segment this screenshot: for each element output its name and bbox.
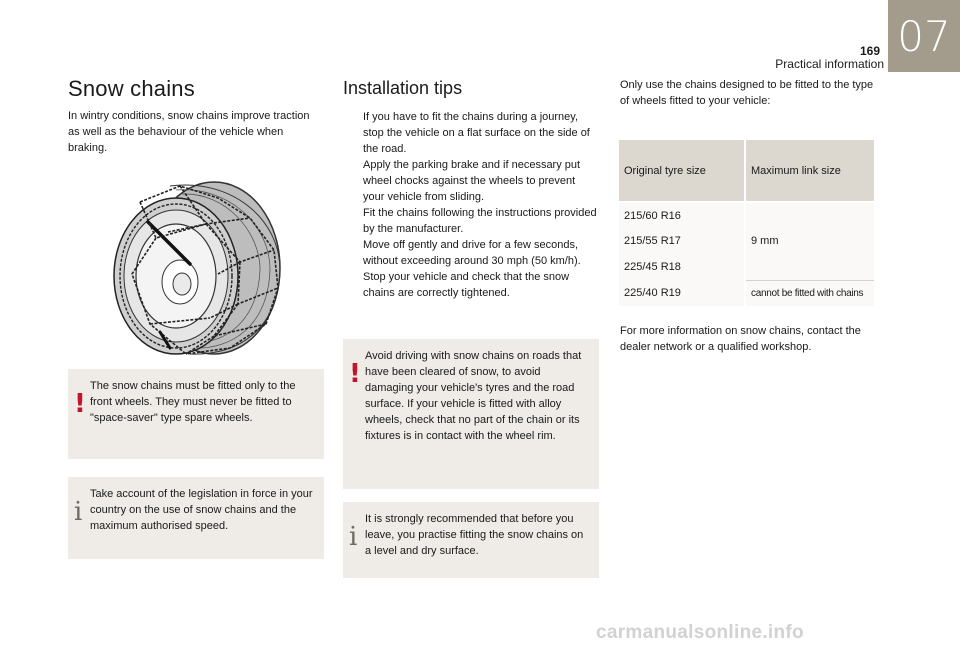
snow-chain-size-table <box>619 140 874 306</box>
chapter-tab: 07 <box>888 0 960 72</box>
warning-text: Avoid driving with snow chains on roads that have been cleared of snow, to avoid damaging your vehicle's tyres and the road surface. If your vehicle is fitted with alloy wheels, check that no part of the chain or its fixtures is in contact with the wheel rim. <box>365 350 582 442</box>
link-size-cell: cannot be fitted with chains <box>745 280 874 306</box>
tyre-size-cell: 215/60 R16 <box>619 202 745 228</box>
link-size-cell: 9 mm <box>745 202 874 280</box>
table-intro: Only use the chains designed to be fitted to the type of wheels fitted to your vehicle: <box>620 79 874 107</box>
column-header-link-size: Maximum link size <box>745 140 874 202</box>
info-icon: i <box>74 497 83 527</box>
list-item: Fit the chains following the instructions provided by the manufacturer. <box>363 207 597 235</box>
list-item: Stop your vehicle and check that the snow chains are correctly tightened. <box>363 271 570 299</box>
info-note-legislation <box>68 477 324 559</box>
page-number: 169 <box>859 44 880 58</box>
installation-tips-list <box>343 109 599 301</box>
tyre-size-cell: 215/55 R17 <box>619 228 745 254</box>
warning-icon: ! <box>349 359 361 389</box>
warning-note-front-wheels <box>68 369 324 459</box>
table-row <box>619 202 874 228</box>
list-item: Apply the parking brake and if necessary put wheel chocks against the wheels to prevent your vehicle from sliding. <box>363 159 581 203</box>
tyre-size-cell: 225/40 R19 <box>619 280 745 306</box>
warning-icon: ! <box>74 389 86 419</box>
installation-tips-title: Installation tips <box>343 78 463 98</box>
info-note-practise <box>343 502 599 578</box>
section-title: Practical information <box>775 57 884 71</box>
snow-chain-wheel-illustration <box>110 178 282 356</box>
tyre-size-cell: 225/45 R18 <box>619 254 745 280</box>
warning-note-cleared-roads <box>343 339 599 489</box>
more-info-paragraph: For more information on snow chains, contact the dealer network or a qualified workshop. <box>620 325 861 353</box>
info-icon: i <box>349 522 358 552</box>
watermark-text: carmanualsonline.info <box>596 622 804 643</box>
intro-paragraph: In wintry conditions, snow chains improve traction as well as the behaviour of the vehicle when braking. <box>68 110 310 154</box>
column-header-tyre-size: Original tyre size <box>619 140 745 202</box>
info-text: It is strongly recommended that before you leave, you practise fitting the snow chains on a level and dry surface. <box>365 513 584 557</box>
warning-text: The snow chains must be fitted only to the front wheels. They must never be fitted to "space-saver" type spare wheels. <box>90 380 296 424</box>
page-title: Snow chains <box>68 76 195 101</box>
info-text: Take account of the legislation in force in your country on the use of snow chains and the maximum authorised speed. <box>90 488 313 532</box>
list-item: Move off gently and drive for a few seconds, without exceeding around 30 mph (50 km/h). <box>363 239 581 267</box>
table-row <box>619 280 874 306</box>
list-item: If you have to fit the chains during a journey, stop the vehicle on a flat surface on the side of the road. <box>363 111 590 155</box>
